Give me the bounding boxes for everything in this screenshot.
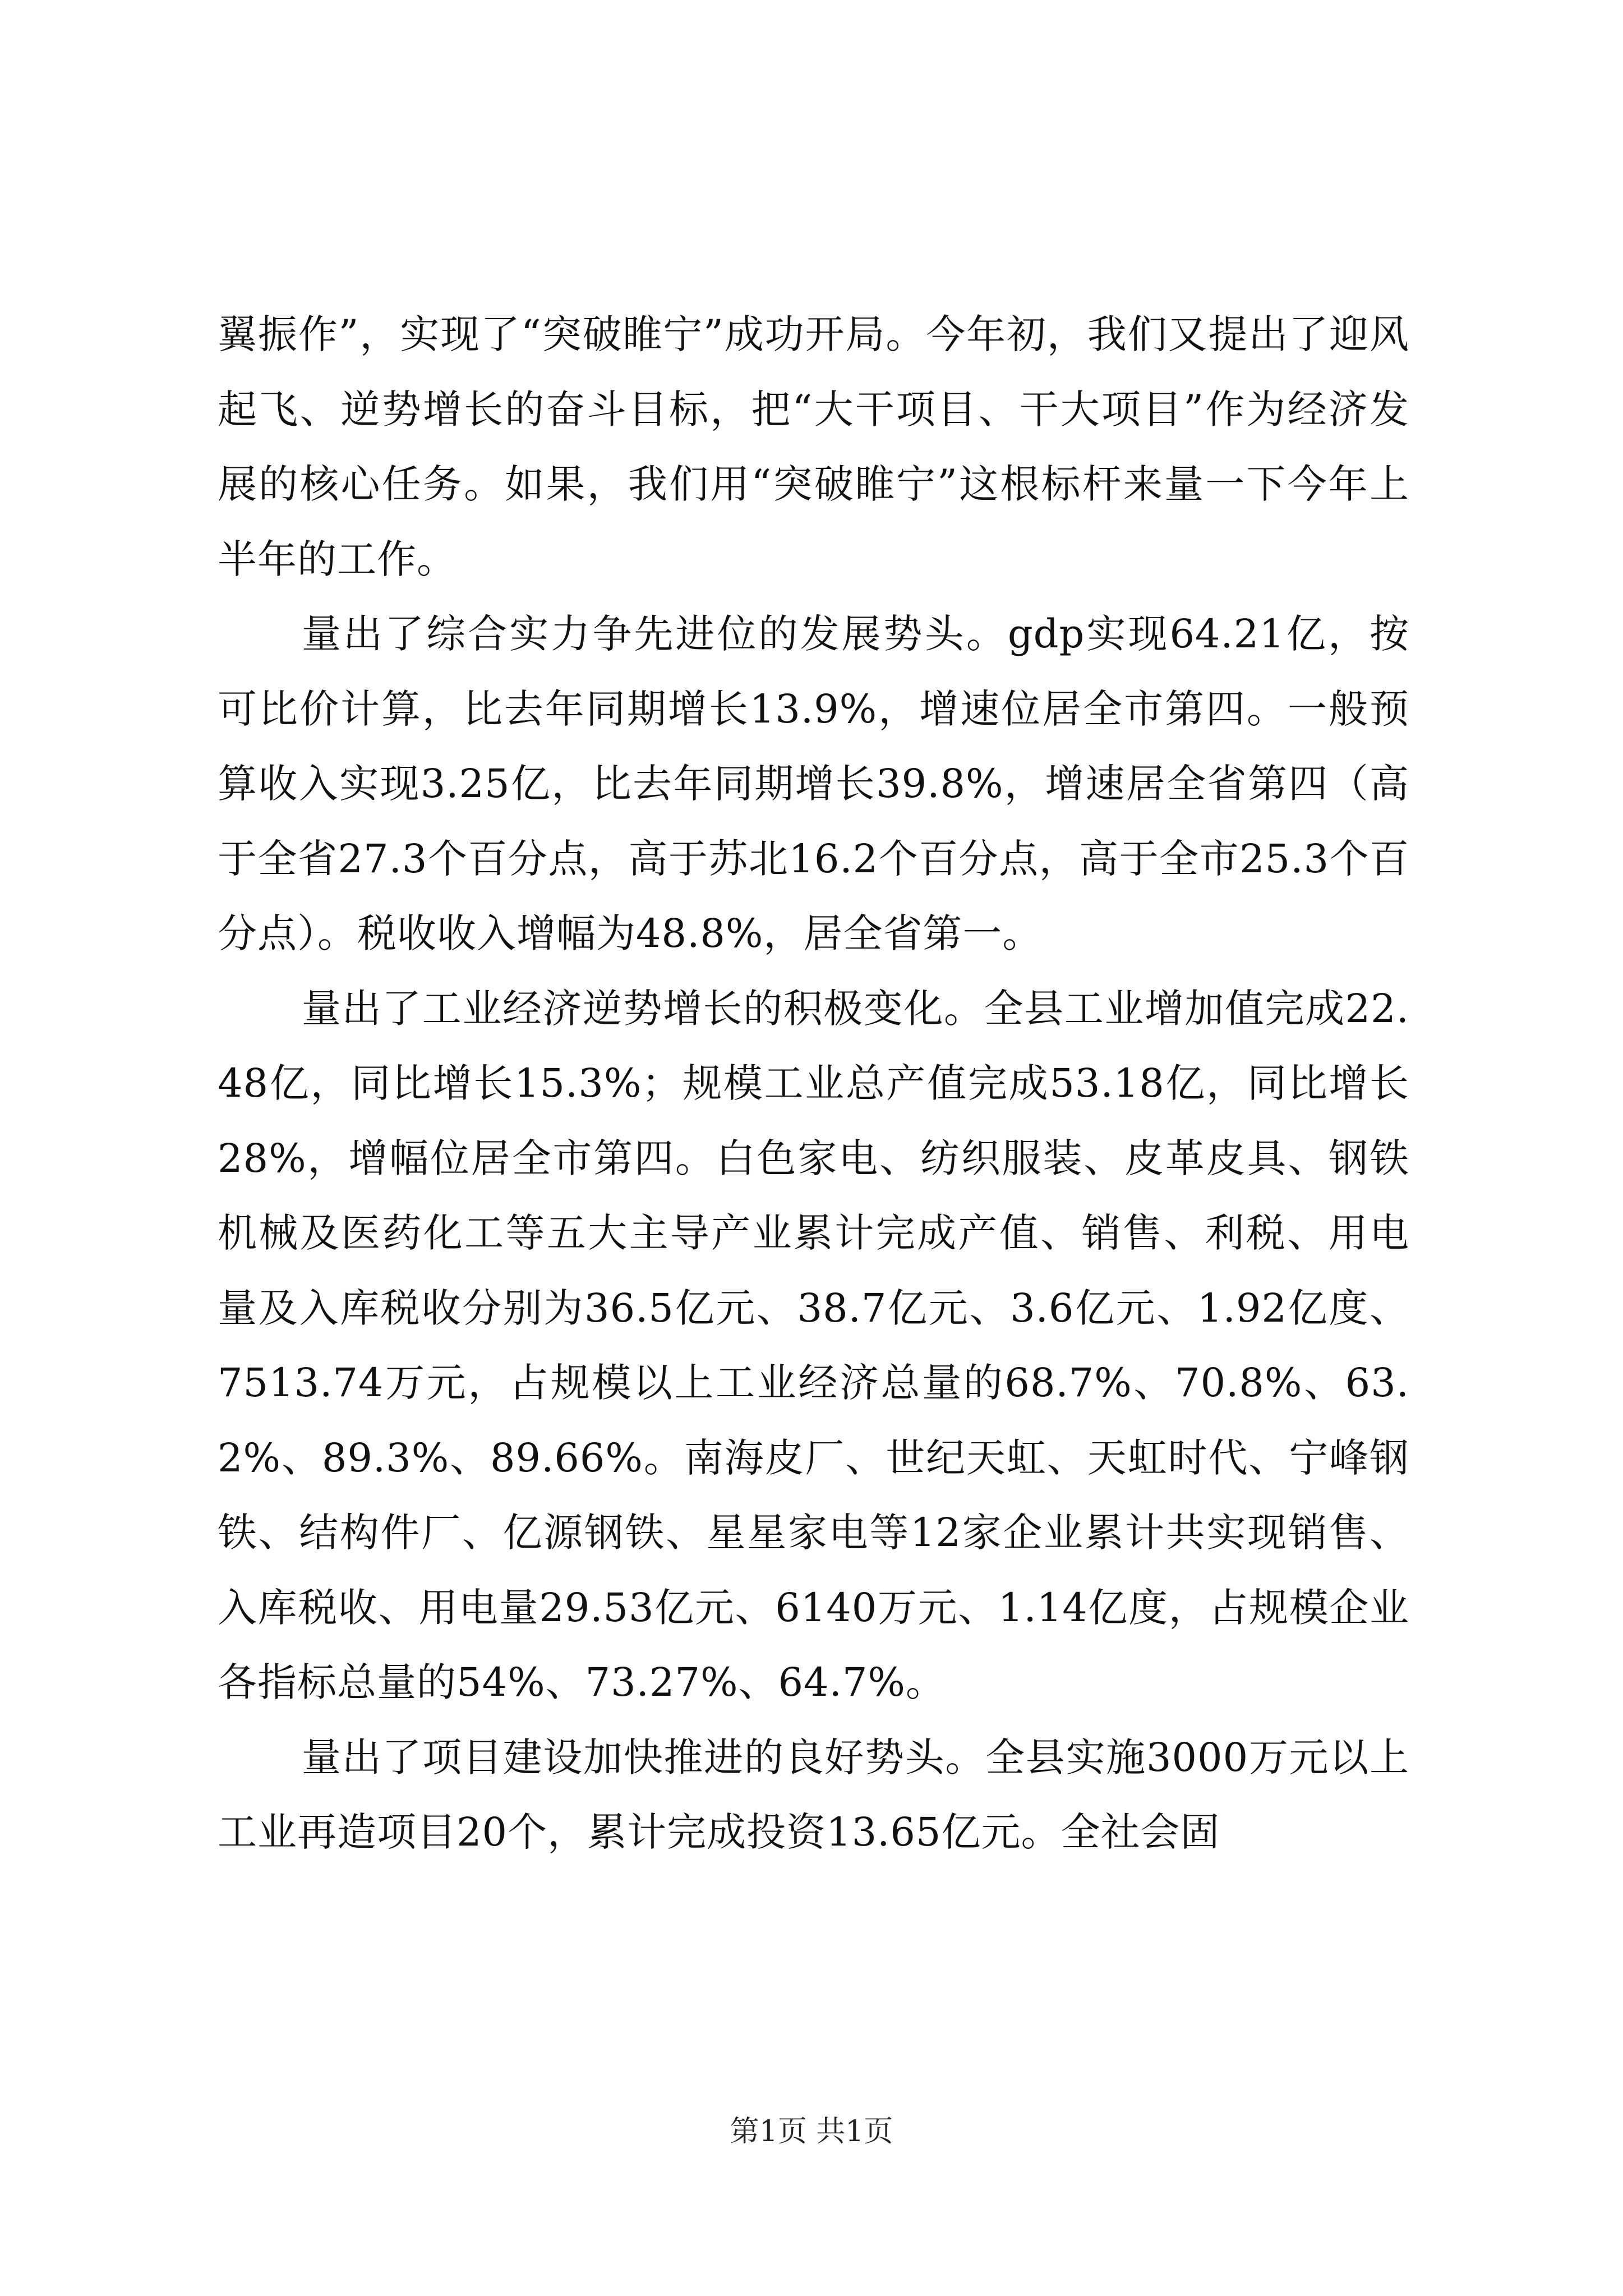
paragraph-1: 翼振作”，实现了“突破睢宁”成功开局。今年初，我们又提出了迎风起飞、逆势增长的奋斗目标，把“大干项目、干大项目”作为经济发展的核心任务。如果，我们用“突破睢宁”这根标杆来量一下今年上半年的工作。	[218, 311, 1409, 582]
page-footer: 第1页 共1页	[730, 2115, 893, 2148]
paragraph-2: 量出了综合实力争先进位的发展势头。gdp实现64.21亿，按可比价计算，比去年同期增长13.9%，增速位居全市第四。一般预算收入实现3.25亿，比去年同期增长39.8%，增速居全省第四（高于全省27.3个百分点，高于苏北16.2个百分点，高于全市25.3个百分点）。税收收入增幅为48.8%，居全省第一。	[218, 611, 1409, 956]
paragraph-3: 量出了工业经济逆势增长的积极变化。全县工业增加值完成22.48亿，同比增长15.3%；规模工业总产值完成53.18亿，同比增长28%，增幅位居全市第四。白色家电、纺织服装、皮革皮具、钢铁机械及医药化工等五大主导产业累计完成产值、销售、利税、用电量及入库税收分别为36.5亿元、38.7亿元、3.6亿元、1.92亿度、7513.74万元，占规模以上工业经济总量的68.7%、70.8%、63.2%、89.3%、89.66%。南海皮厂、世纪天虹、天虹时代、宁峰钢铁、结构件厂、亿源钢铁、星星家电等12家企业累计共实现销售、入库税收、用电量29.53亿元、6140万元、1.14亿度，占规模企业各指标总量的54%、73.27%、64.7%。	[218, 985, 1409, 1705]
document-body	[218, 297, 1409, 1870]
paragraph-4: 量出了项目建设加快推进的良好势头。全县实施3000万元以上工业再造项目20个，累计完成投资13.65亿元。全社会固	[218, 1734, 1409, 1855]
